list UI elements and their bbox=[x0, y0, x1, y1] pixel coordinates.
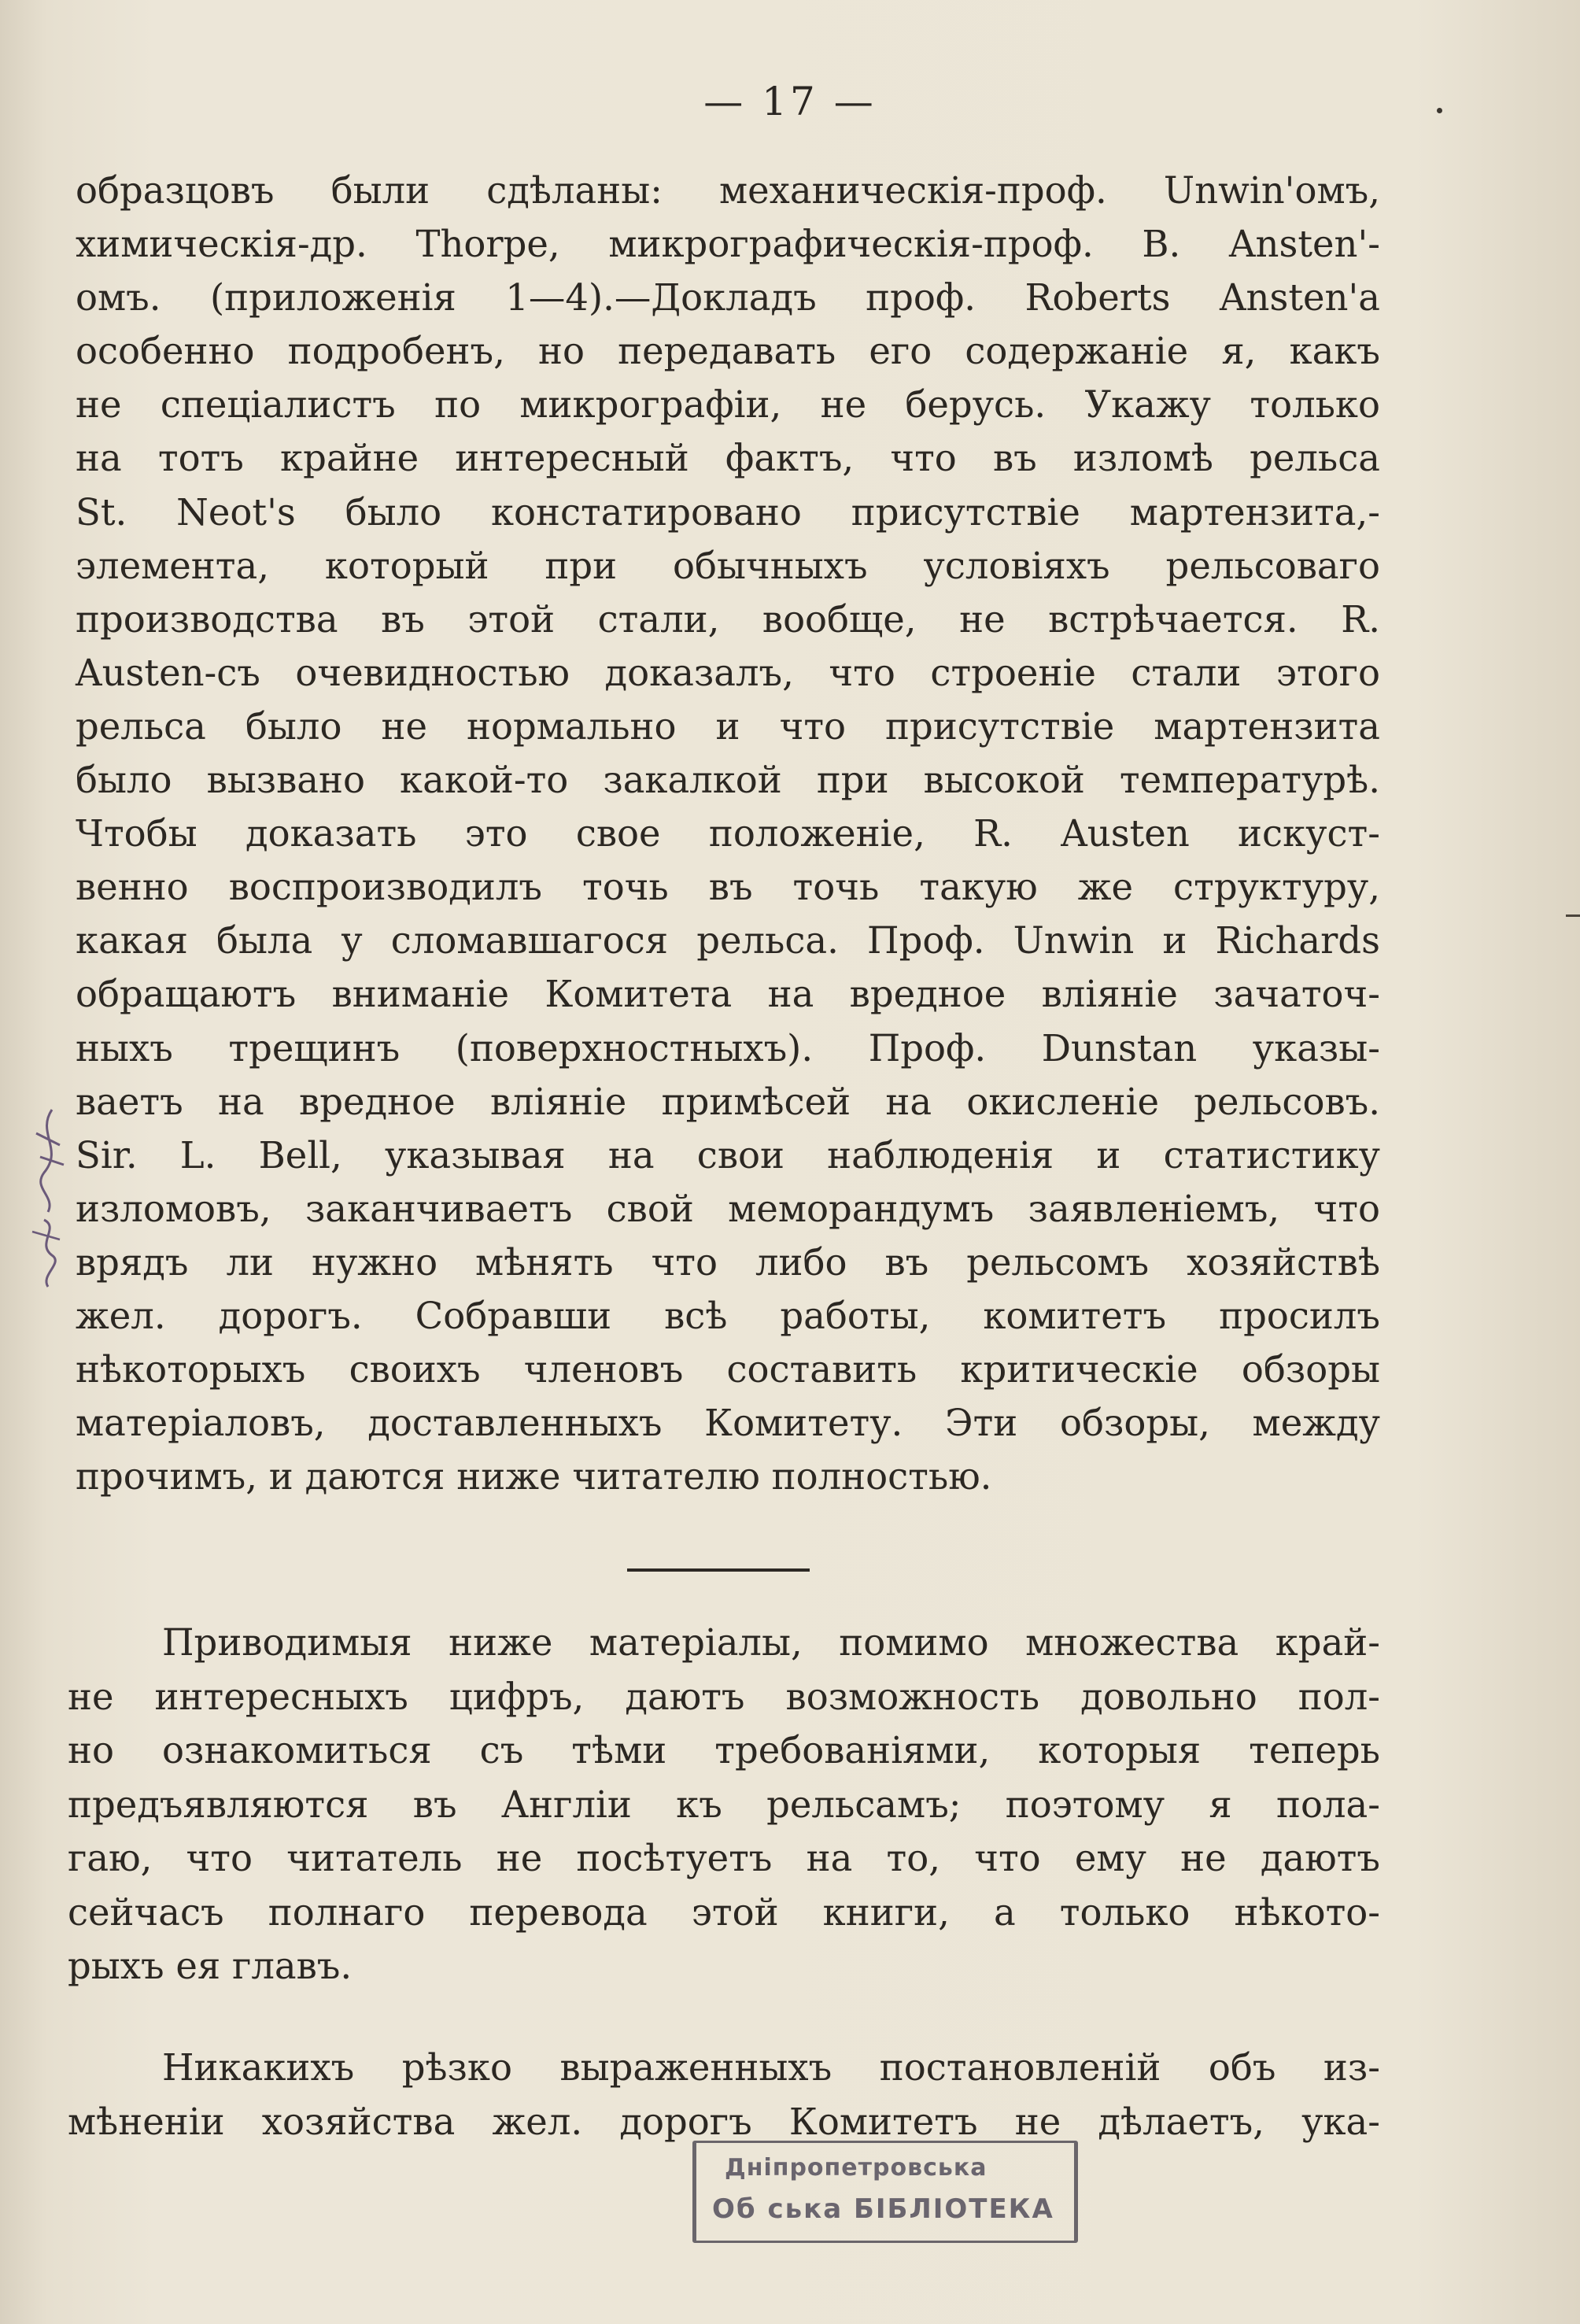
page-number: — 17 — bbox=[703, 79, 877, 124]
text-line: нѣкоторыхъ своихъ членовъ составить критическіе обзоры bbox=[76, 1348, 1380, 1391]
text-line: прочимъ, и даются ниже читателю полностью. bbox=[76, 1455, 992, 1498]
text-line: врядъ ли нужно мѣнять что либо въ рельсомъ хозяйствѣ bbox=[76, 1240, 1380, 1284]
text-line: матеріаловъ, доставленныхъ Комитету. Эти обзоры, между bbox=[76, 1402, 1380, 1445]
text-line: жел. дорогъ. Собравши всѣ работы, комитетъ просилъ bbox=[76, 1294, 1380, 1337]
text-line: сейчасъ полнаго перевода этой книги, а только нѣкото- bbox=[68, 1890, 1380, 1934]
stamp-text-line1: Дніпропетровська bbox=[725, 2154, 988, 2182]
paragraph-1 bbox=[76, 164, 1380, 1503]
paragraph-2 bbox=[68, 1616, 1380, 1993]
edge-mark bbox=[1566, 914, 1580, 917]
ink-speck bbox=[1437, 108, 1442, 113]
text-line: особенно подробенъ, но передавать его содержаніе я, какъ bbox=[76, 330, 1380, 373]
text-line: ваетъ на вредное вліяніе примѣсей на окисленіе рельсовъ. bbox=[76, 1080, 1380, 1123]
stamp-text-line2: Об ська БІБЛІОТЕКА bbox=[712, 2193, 1054, 2225]
text-line: химическія-др. Thorpe, микрографическія-проф. B. Ansten'- bbox=[76, 223, 1380, 266]
text-line: изломовъ, заканчиваетъ свой меморандумъ заявленіемъ, что bbox=[76, 1187, 1380, 1230]
text-line: Austen-съ очевидностью доказалъ, что строеніе стали этого bbox=[76, 651, 1380, 694]
section-divider bbox=[627, 1568, 810, 1572]
text-line: не интересныхъ цифръ, даютъ возможность довольно пол- bbox=[68, 1675, 1380, 1718]
text-line: было вызвано какой-то закалкой при высокой температурѣ. bbox=[76, 759, 1380, 802]
paragraph-3 bbox=[68, 2041, 1380, 2148]
text-line: Никакихъ рѣзко выраженныхъ постановленій объ из- bbox=[162, 2046, 1380, 2089]
text-line: рыхъ ея главъ. bbox=[68, 1945, 353, 1987]
text-line: омъ. (приложенія 1—4).—Докладъ проф. Roberts Ansten'a bbox=[76, 276, 1380, 320]
text-line: венно воспроизводилъ точь въ точь такую же структуру, bbox=[76, 866, 1380, 909]
text-line: производства въ этой стали, вообще, не встрѣчается. R. bbox=[76, 597, 1380, 641]
text-line: ныхъ трещинъ (поверхностныхъ). Проф. Dunstan указы- bbox=[76, 1026, 1380, 1070]
text-line: образцовъ были сдѣланы: механическія-проф. Unwin'омъ, bbox=[76, 169, 1380, 212]
text-line: мѣненіи хозяйства жел. дорогъ Комитетъ не дѣлаетъ, ука- bbox=[68, 2100, 1380, 2143]
text-line: гаю, что читатель не посѣтуетъ на то, что ему не даютъ bbox=[68, 1837, 1380, 1879]
text-line: Чтобы доказать это свое положеніе, R. Austen искуст- bbox=[76, 812, 1380, 855]
text-line: предъявляются въ Англіи къ рельсамъ; поэтому я пола- bbox=[68, 1783, 1380, 1826]
text-line: рельса было не нормально и что присутствіе мартензита bbox=[76, 704, 1380, 748]
text-line: элемента, который при обычныхъ условіяхъ рельсоваго bbox=[76, 544, 1380, 587]
text-line: Sir. L. Bell, указывая на свои наблюденія и статистику bbox=[76, 1133, 1380, 1177]
handwritten-shelf-mark bbox=[20, 1102, 76, 1291]
text-line: Приводимыя ниже матеріалы, помимо множества край- bbox=[162, 1621, 1380, 1664]
text-line: не спеціалистъ по микрографіи, не берусь. Укажу только bbox=[76, 383, 1380, 427]
text-line: обращаютъ вниманіе Комитета на вредное вліяніе зачаточ- bbox=[76, 973, 1380, 1016]
text-line: на тотъ крайне интересный фактъ, что въ изломѣ рельса bbox=[76, 437, 1380, 480]
library-stamp bbox=[692, 2141, 1078, 2243]
text-line: St. Neot's было констатировано присутствіе мартензита,- bbox=[76, 490, 1380, 534]
text-line: какая была у сломавшагося рельса. Проф. Unwin и Richards bbox=[76, 919, 1380, 962]
text-line: но ознакомиться съ тѣми требованіями, которыя теперь bbox=[68, 1729, 1380, 1772]
